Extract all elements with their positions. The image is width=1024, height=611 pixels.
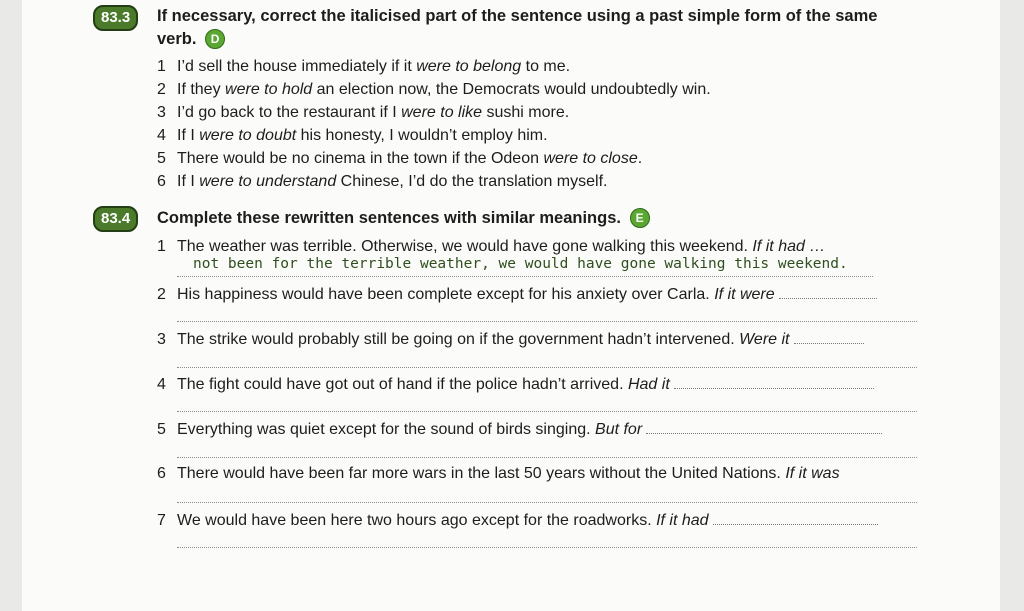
- instruction-line1: If necessary, correct the italicised part of the sentence using a past simple form of the same: [157, 7, 878, 25]
- item-number: 1: [157, 58, 166, 75]
- item-text: to me.: [521, 58, 571, 75]
- item-text: The weather was terrible. Otherwise, we would have gone walking this weekend.: [177, 238, 753, 255]
- ex833-item-4: [157, 126, 548, 146]
- item-number: 6: [157, 173, 166, 190]
- item-prompt: But for: [595, 421, 643, 438]
- item-italic: were to doubt: [199, 127, 297, 144]
- answer-blank[interactable]: [713, 510, 878, 525]
- answer-blank[interactable]: [779, 284, 877, 299]
- item-italic: were to understand: [199, 173, 337, 190]
- item-text: There would have been far more wars in the last 50 years without the United Nations.: [177, 465, 786, 482]
- ex833-item-1: [157, 57, 570, 77]
- ex834-item-5: [157, 419, 882, 440]
- answer-line[interactable]: [177, 410, 917, 412]
- item-prompt: Had it: [627, 376, 670, 393]
- item-text: sushi more.: [482, 104, 570, 121]
- item-number: 4: [157, 127, 166, 144]
- item-text: The fight could have got out of hand if the police hadn’t arrived.: [177, 376, 628, 393]
- exercise-83-4-instruction: [157, 207, 887, 230]
- item-prompt: If it was: [785, 465, 840, 482]
- ex834-item-3: [157, 329, 864, 350]
- item-number: 4: [157, 376, 166, 393]
- answer-line[interactable]: [177, 456, 917, 458]
- item-text: I’d go back to the restaurant if I: [177, 104, 402, 121]
- item-number: 7: [157, 512, 166, 529]
- item-text: .: [637, 150, 643, 167]
- answer-blank[interactable]: [646, 419, 882, 434]
- item-text: his honesty, I wouldn’t employ him.: [296, 127, 548, 144]
- item-prompt: If it had: [656, 512, 709, 529]
- item-text: If they: [177, 81, 226, 98]
- instruction-text: Complete these rewritten sentences with similar meanings.: [157, 209, 621, 227]
- item-number: 1: [157, 238, 166, 255]
- item-number: 5: [157, 150, 166, 167]
- ex833-item-3: [157, 103, 569, 123]
- level-d-badge: D: [205, 29, 225, 49]
- instruction-line2: verb.: [157, 30, 197, 48]
- item-text: The strike would probably still be going on if the government hadn’t intervened.: [177, 331, 740, 348]
- exercise-83-3-instruction: [157, 5, 887, 51]
- item-italic: were to hold: [225, 81, 313, 98]
- item-text: If I: [177, 127, 200, 144]
- ex833-item-6: [157, 172, 607, 192]
- item-number: 3: [157, 104, 166, 121]
- ex834-item-4: [157, 374, 874, 395]
- item-text: Chinese, I’d do the translation myself.: [336, 173, 608, 190]
- item-italic: were to like: [401, 104, 483, 121]
- item-prompt: Were it: [739, 331, 790, 348]
- exercise-badge-83-3: 83.3: [93, 5, 138, 31]
- answer-blank[interactable]: [794, 329, 864, 344]
- item-number: 2: [157, 286, 166, 303]
- item-text: His happiness would have been complete except for his anxiety over Carla.: [177, 286, 715, 303]
- ex834-item-6: [157, 464, 840, 484]
- handwritten-answer: not been for the terrible weather, we would have gone walking this weekend.: [193, 256, 848, 272]
- item-number: 3: [157, 331, 166, 348]
- item-prompt: If it were: [714, 286, 775, 303]
- exercise-badge-83-4: 83.4: [93, 206, 138, 232]
- answer-line: [177, 275, 873, 277]
- item-text: Everything was quiet except for the sound of birds singing.: [177, 421, 596, 438]
- ex834-item-7: [157, 510, 878, 531]
- item-text: an election now, the Democrats would undoubtedly win.: [312, 81, 711, 98]
- ex833-item-2: [157, 80, 711, 100]
- answer-line[interactable]: [177, 366, 917, 368]
- ex834-item-1: [157, 237, 825, 257]
- item-text: There would be no cinema in the town if the Odeon: [177, 150, 544, 167]
- answer-blank[interactable]: [674, 374, 874, 389]
- item-number: 6: [157, 465, 166, 482]
- level-e-badge: E: [630, 208, 650, 228]
- item-text: We would have been here two hours ago except for the roadworks.: [177, 512, 657, 529]
- item-italic: were to close: [543, 150, 638, 167]
- answer-line[interactable]: [177, 320, 917, 322]
- ex833-item-5: [157, 149, 642, 169]
- item-number: 5: [157, 421, 166, 438]
- answer-line[interactable]: [177, 501, 917, 503]
- item-text: I’d sell the house immediately if it: [177, 58, 417, 75]
- item-prompt: If it had …: [752, 238, 826, 255]
- ex834-item-2: [157, 284, 877, 305]
- answer-line[interactable]: [177, 546, 917, 548]
- item-italic: were to belong: [416, 58, 522, 75]
- item-number: 2: [157, 81, 166, 98]
- item-text: If I: [177, 173, 200, 190]
